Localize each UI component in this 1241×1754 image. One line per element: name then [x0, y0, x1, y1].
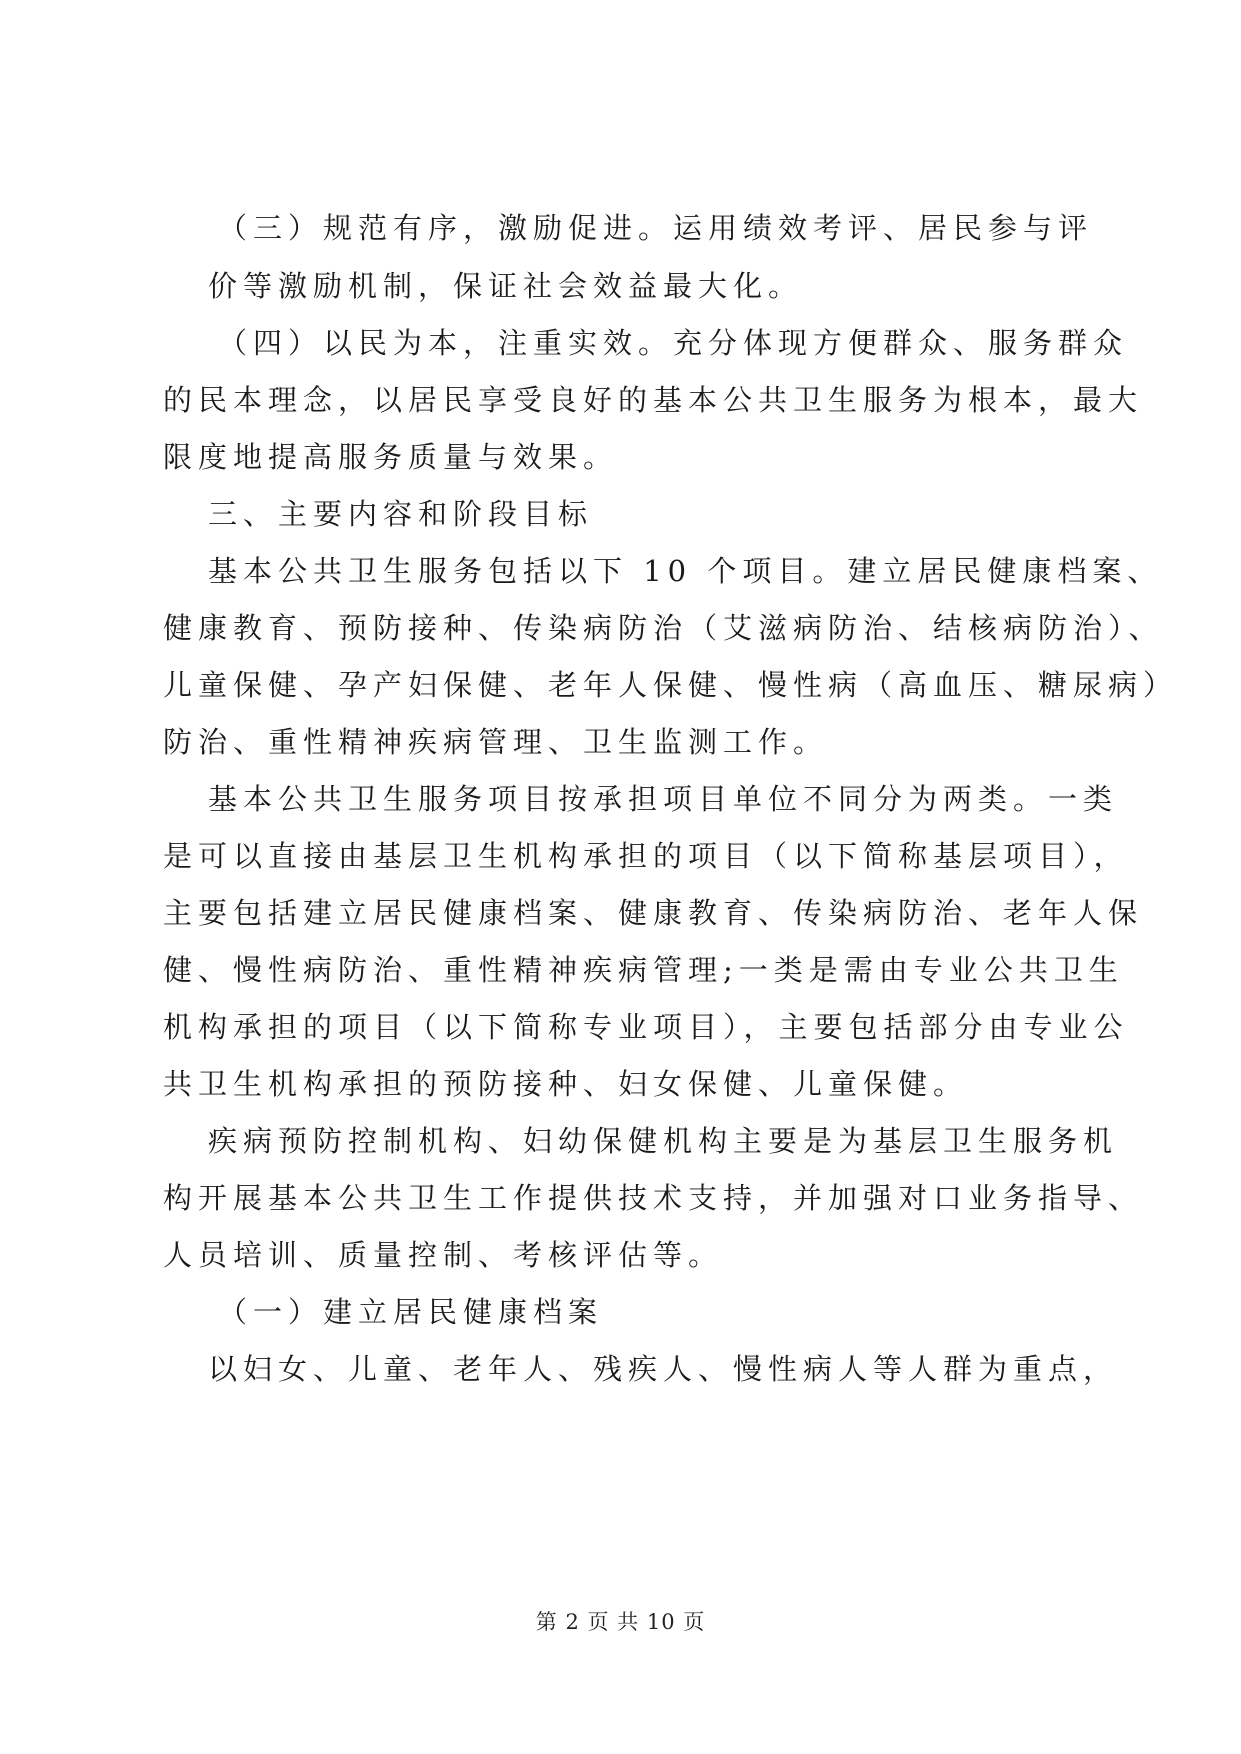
- text-line: 的民本理念，以居民享受良好的基本公共卫生服务为根本，最大: [163, 383, 1144, 417]
- text-line: 机构承担的项目（以下简称专业项目），主要包括部分由专业公: [163, 1010, 1129, 1044]
- text-line: 人员培训、质量控制、考核评估等。: [163, 1238, 724, 1272]
- text-line: 以妇女、儿童、老年人、残疾人、慢性病人等人群为重点，: [208, 1352, 1119, 1386]
- text-line: 健、慢性病防治、重性精神疾病管理;一类是需由专业公共卫生: [163, 953, 1124, 987]
- text-line: 主要包括建立居民健康档案、健康教育、传染病防治、老年人保: [163, 896, 1144, 930]
- text-line: 健康教育、预防接种、传染病防治（艾滋病防治、结核病防治）、: [163, 611, 1164, 645]
- text-line: 疾病预防控制机构、妇幼保健机构主要是为基层卫生服务机: [208, 1124, 1119, 1158]
- text-line: （四）以民为本，注重实效。充分体现方便群众、服务群众: [218, 326, 1129, 360]
- text-line: 共卫生机构承担的预防接种、妇女保健、儿童保健。: [163, 1067, 969, 1101]
- text-line: （三）规范有序，激励促进。运用绩效考评、居民参与评: [218, 211, 1094, 245]
- text-line: 构开展基本公共卫生工作提供技术支持，并加强对口业务指导、: [163, 1181, 1144, 1215]
- text-line: 价等激励机制，保证社会效益最大化。: [208, 269, 804, 303]
- text-line: 是可以直接由基层卫生机构承担的项目（以下简称基层项目），: [163, 839, 1129, 873]
- text-line: 基本公共卫生服务包括以下 10 个项目。建立居民健康档案、: [208, 554, 1163, 588]
- text-line: 防治、重性精神疾病管理、卫生监测工作。: [163, 725, 829, 759]
- text-line: 儿童保健、孕产妇保健、老年人保健、慢性病（高血压、糖尿病）: [163, 668, 1179, 702]
- subsection-heading: （一）建立居民健康档案: [218, 1295, 604, 1329]
- text-line: 限度地提高服务质量与效果。: [163, 440, 619, 474]
- text-line: 基本公共卫生服务项目按承担项目单位不同分为两类。一类: [208, 782, 1119, 816]
- page-number-footer: 第 2 页 共 10 页: [535, 1610, 706, 1634]
- section-heading: 三、主要内容和阶段目标: [208, 497, 594, 531]
